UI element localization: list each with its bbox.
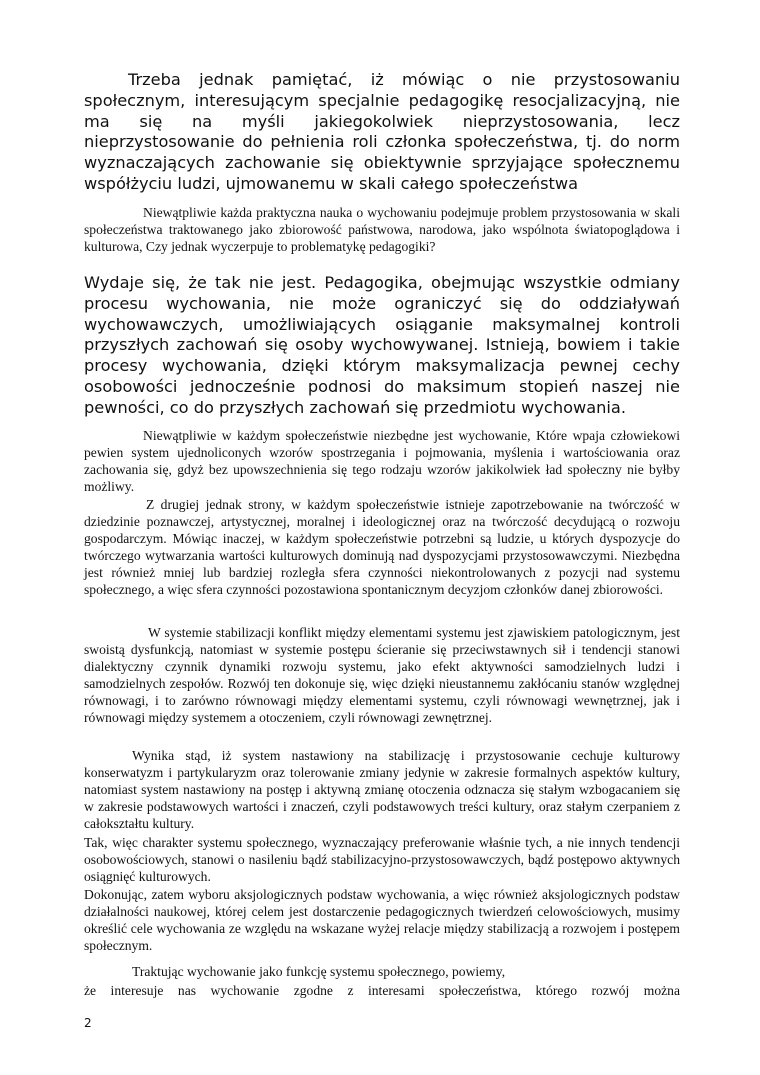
paragraph-11: że interesuje nas wychowanie zgodne z interesami społeczeństwa, którego rozwój można bbox=[84, 983, 680, 998]
paragraph-7: Wynika stąd, iż system nastawiony na stabilizację i przystosowanie cechuje kulturowy konserwatyzm i partykularyzm oraz tolerowanie zmiany jedynie w zakresie formalnych aspektów kultury, natomiast system nastawiony na postęp i aktywną zmianę otoczenia odznacza się stałym wzbogacaniem się w zakresie podstawowych wartości i znaczeń, czyli podstawowych treści kultury, oraz stałym czerpaniem z całokształtu kultury. bbox=[84, 748, 680, 832]
paragraph-6: W systemie stabilizacji konflikt między elementami systemu jest zjawiskiem patologicznym, jest swoistą dysfunkcją, natomiast w systemie postępu ścieranie się przeciwstawnych sił i tendencji stanowi dialektyczny czynnik dynamiki rozwoju systemu, jako efekt aktywności samodzielnych ludzi i samodzielnych zespołów. Rozwój ten dokonuje się, więc dzięki nieustannemu zakłócaniu stanów względnej równowagi, i to zarówno równowagi między elementami systemu, czyli równowagi wewnętrznej, jak i równowagi między systemem a otoczeniem, czyli równowagi zewnętrznej. bbox=[84, 625, 680, 726]
paragraph-1: Trzeba jednak pamiętać, iż mówiąc o nie przystosowaniu społecznym, interesującym specjalnie pedagogikę resocjalizacyjną, nie ma się na myśli jakiegokolwiek nieprzystosowania, lecz nieprzystosowanie do pełnienia roli członka społeczeństwa, tj. do norm wyznaczających zachowanie się obiektywnie sprzyjające społecznemu współżyciu ludzi, ujmowanemu w skali całego społeczeństwa bbox=[84, 70, 680, 193]
paragraph-4: Niewątpliwie w każdym społeczeństwie niezbędne jest wychowanie, Które wpaja człowiekowi pewien system ujednoliconych wzorów spostrzegania i pojmowania, myślenia i wartościowania oraz zachowania się, gdyż bez upowszechnienia się tego rodzaju wzorów jakikolwiek ład społeczny nie byłby możliwy. bbox=[84, 428, 680, 495]
paragraph-9: Dokonując, zatem wyboru aksjologicznych podstaw wychowania, a więc również aksjologicznych podstaw działalności naukowej, której celem jest dostarczenie pedagogicznych twierdzeń celowościowych, musimy określić cele wychowania ze względu na wskazane wyżej relacje między stabilizacją a rozwojem i postępem społecznym. bbox=[84, 887, 680, 954]
paragraph-5: Z drugiej jednak strony, w każdym społeczeństwie istnieje zapotrzebowanie na twórczość w dziedzinie poznawczej, artystycznej, moralnej i ideologicznej oraz na twórczość decydującą o rozwoju gospodarczym. Mówiąc inaczej, w każdym społeczeństwie potrzebni są ludzie, u których dyspozycje do twórczego wytwarzania wartości kulturowych dominują nad dyspozycjami przystosowawczymi. Niezbędna jest również mniej lub bardziej rozległa sfera czynności niekontrolowanych z pozycji nad systemu społecznego, a więc sfera czynności pozostawiona spontanicznym decyzjom członków danej zbiorowości. bbox=[84, 497, 680, 598]
paragraph-2: Niewątpliwie każda praktyczna nauka o wychowaniu podejmuje problem przystosowania w skali społeczeństwa traktowanego jako zbiorowość państwowa, narodowa, jako wspólnota światopoglądowa i kulturowa, Czy jednak wyczerpuje to problematykę pedagogiki? bbox=[84, 205, 680, 255]
paragraph-3: Wydaje się, że tak nie jest. Pedagogika, obejmując wszystkie odmiany procesu wychowania, nie może ograniczyć się do oddziaływań wychowawczych, umożliwiających osiąganie maksymalnej kontroli przyszłych zachowań się osoby wychowywanej. Istnieją, bowiem i takie procesy wychowania, dzięki którym maksymalizacja pewnej cechy osobowości jednocześnie podnosi do maksimum stopień naszej nie pewności, co do przyszłych zachowań się przedmiotu wychowania. bbox=[84, 273, 680, 417]
paragraph-10: Traktując wychowanie jako funkcję systemu społecznego, powiemy, bbox=[132, 964, 506, 979]
paragraph-8: Tak, więc charakter systemu społecznego, wyznaczający preferowanie właśnie tych, a nie innych tendencji osobowościowych, stanowi o nasileniu bądź stabilizacyjno-przystosowawczych, bądź postępowo aktywnych osiągnięć kulturowych. bbox=[84, 835, 680, 885]
page-number: 2 bbox=[84, 1016, 92, 1030]
